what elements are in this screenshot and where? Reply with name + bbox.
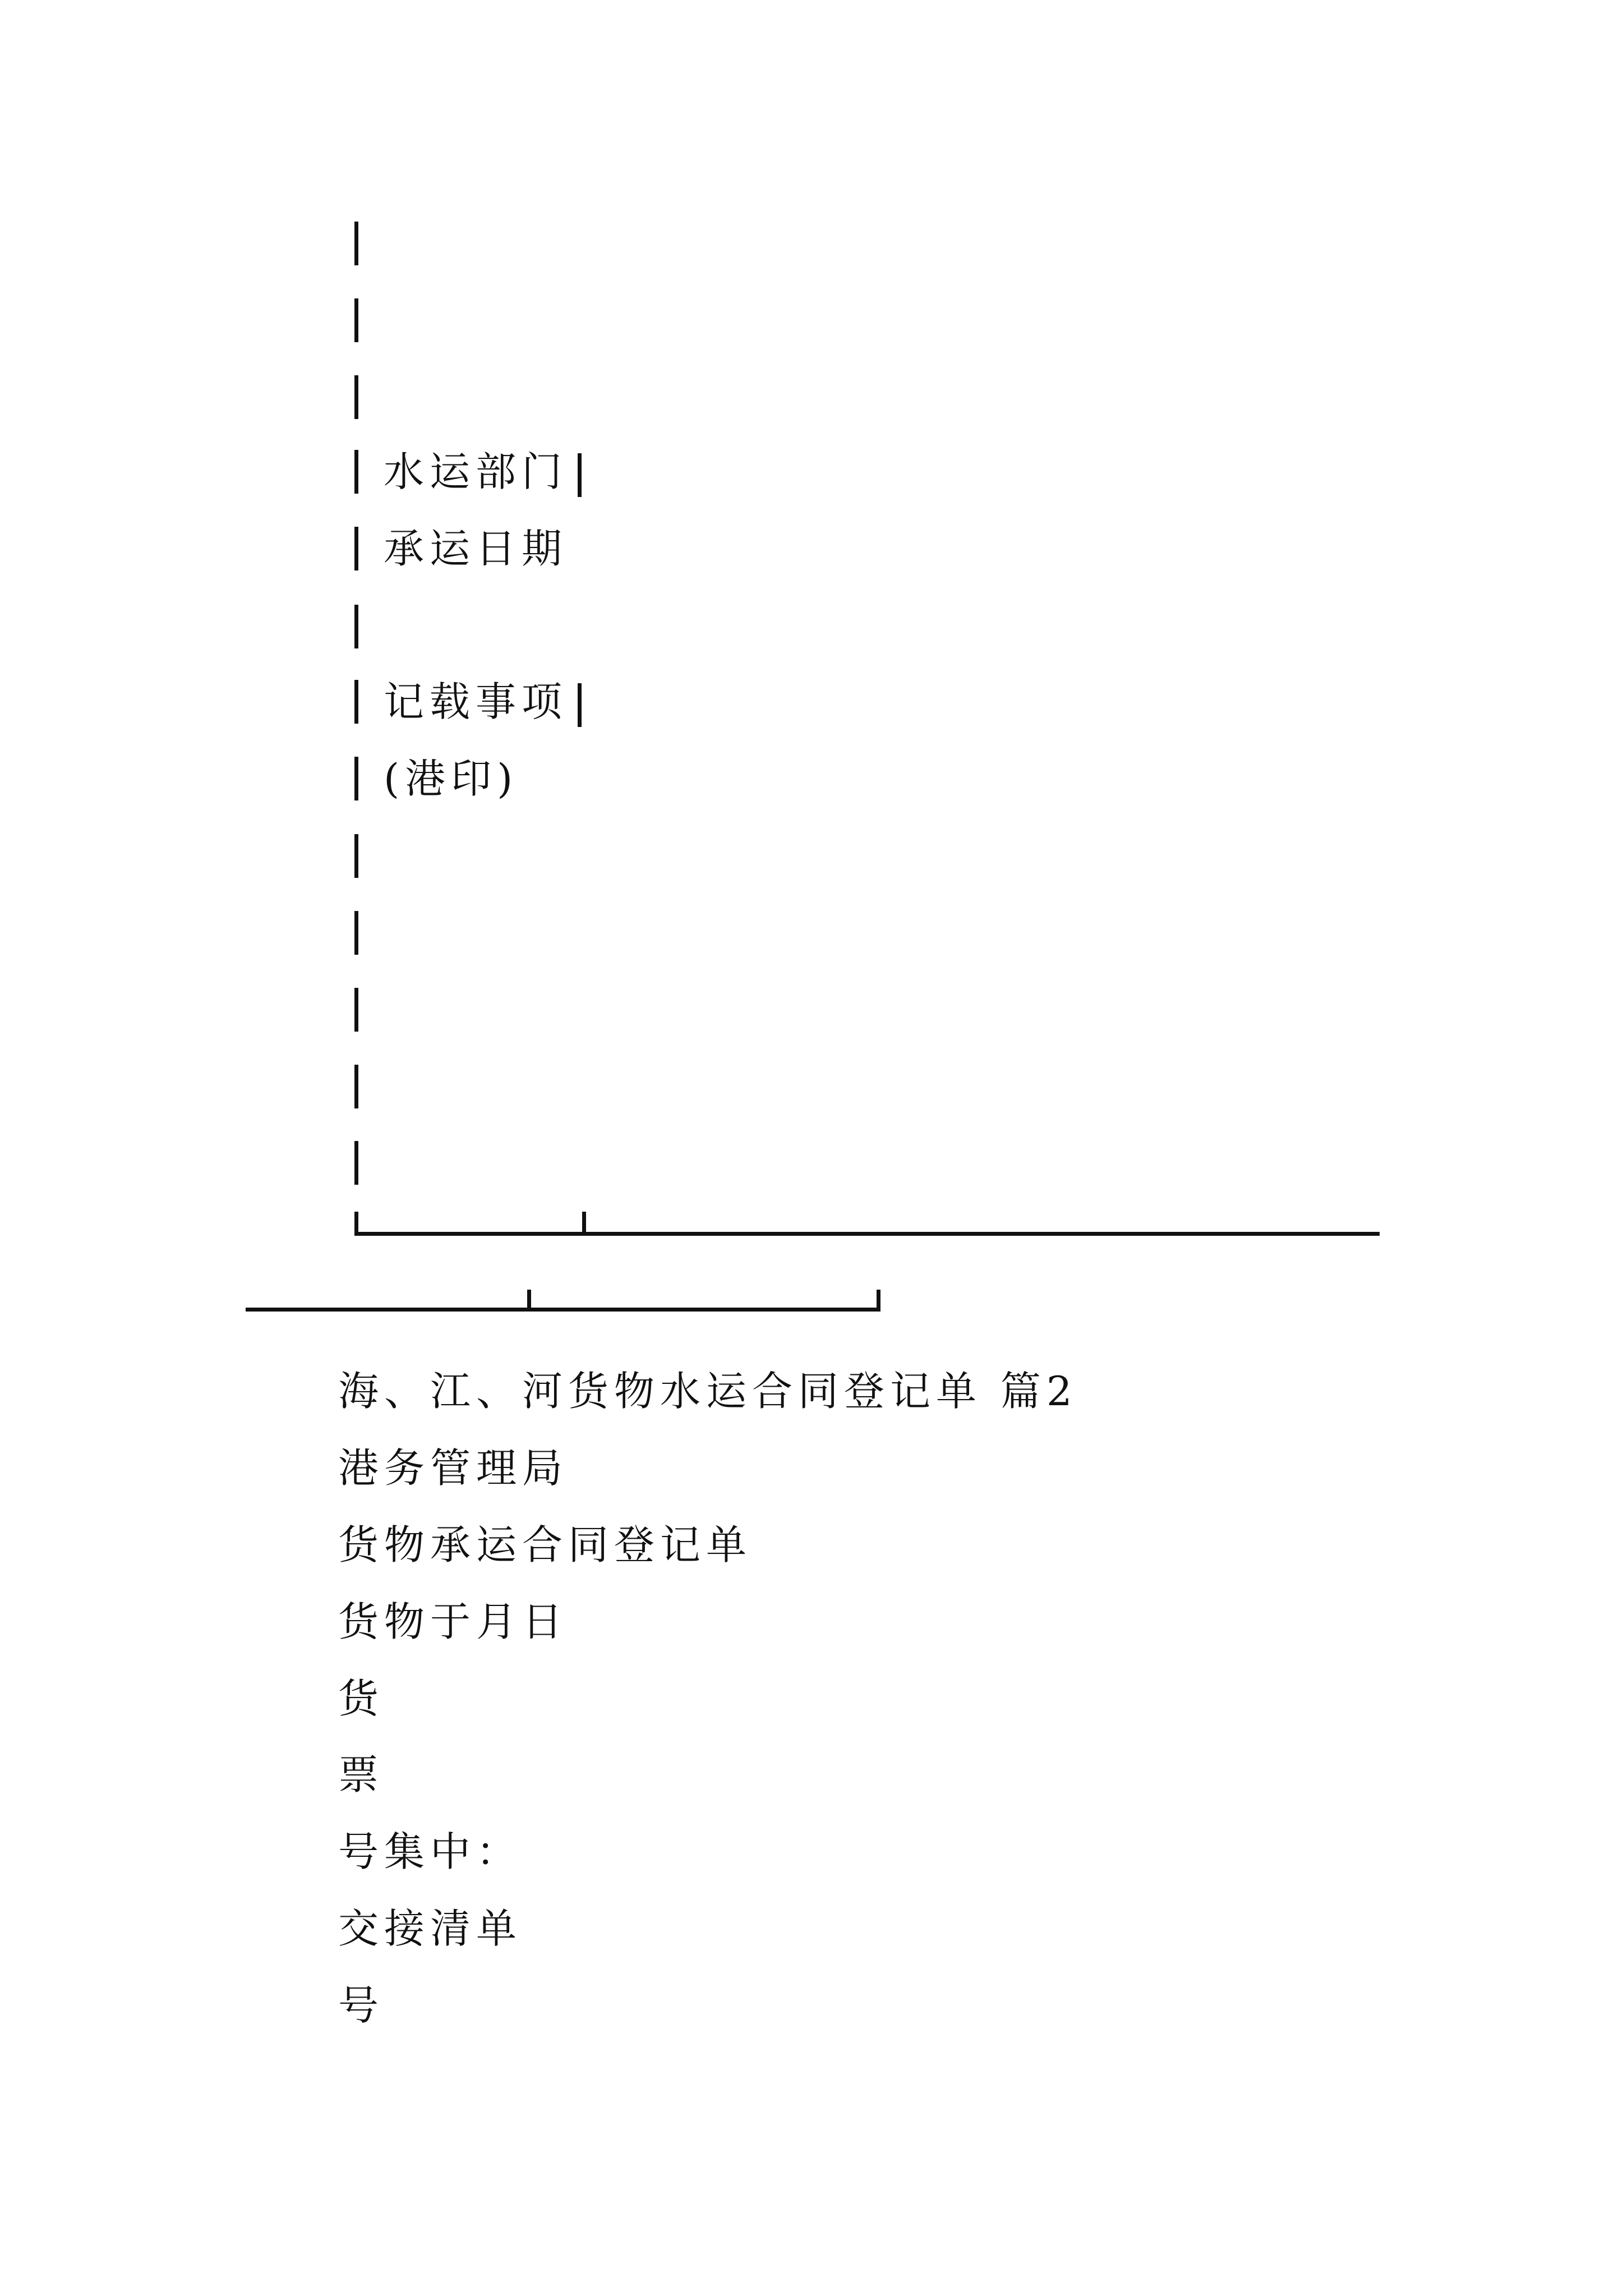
section-rule <box>246 1308 880 1312</box>
form-border-segment <box>354 1065 358 1108</box>
section-line: 号 <box>338 1982 385 2029</box>
form-border-segment <box>354 298 358 342</box>
section-line: 港务管理局 <box>338 1444 569 1492</box>
section-line: 货物承运合同登记单 <box>338 1521 753 1568</box>
section-title: 海、江、河货物水运合同登记单 篇2 <box>338 1368 1078 1415</box>
form-bottom-border <box>354 1232 1380 1236</box>
section-line: 交接清单 <box>338 1905 523 1952</box>
form-row-ship-date <box>354 525 568 572</box>
form-row-water-dept <box>354 448 582 497</box>
section-line: 票 <box>338 1751 385 1798</box>
form-border-segment <box>354 222 358 265</box>
section-line: 货 <box>338 1675 385 1722</box>
form-border-segment <box>354 988 358 1032</box>
form-border-segment <box>354 375 358 419</box>
section-line: 号集中： <box>338 1828 523 1875</box>
ship-date-label: 承运日期 <box>384 525 568 572</box>
section-rule-tick <box>527 1290 531 1312</box>
section-line: 货物于月日 <box>338 1598 569 1645</box>
form-bottom-divider <box>582 1212 586 1235</box>
form-border-segment <box>354 1141 358 1185</box>
form-border-segment <box>354 834 358 878</box>
form-border-segment <box>354 911 358 955</box>
section-rule-end <box>877 1290 880 1312</box>
form-row-notes <box>354 678 582 727</box>
notes-label: 记载事项 <box>384 678 568 725</box>
form-border-segment <box>354 605 358 648</box>
water-dept-label: 水运部门 <box>384 448 568 495</box>
form-row-port-seal <box>354 755 519 802</box>
port-seal-label: (港印) <box>384 755 519 802</box>
